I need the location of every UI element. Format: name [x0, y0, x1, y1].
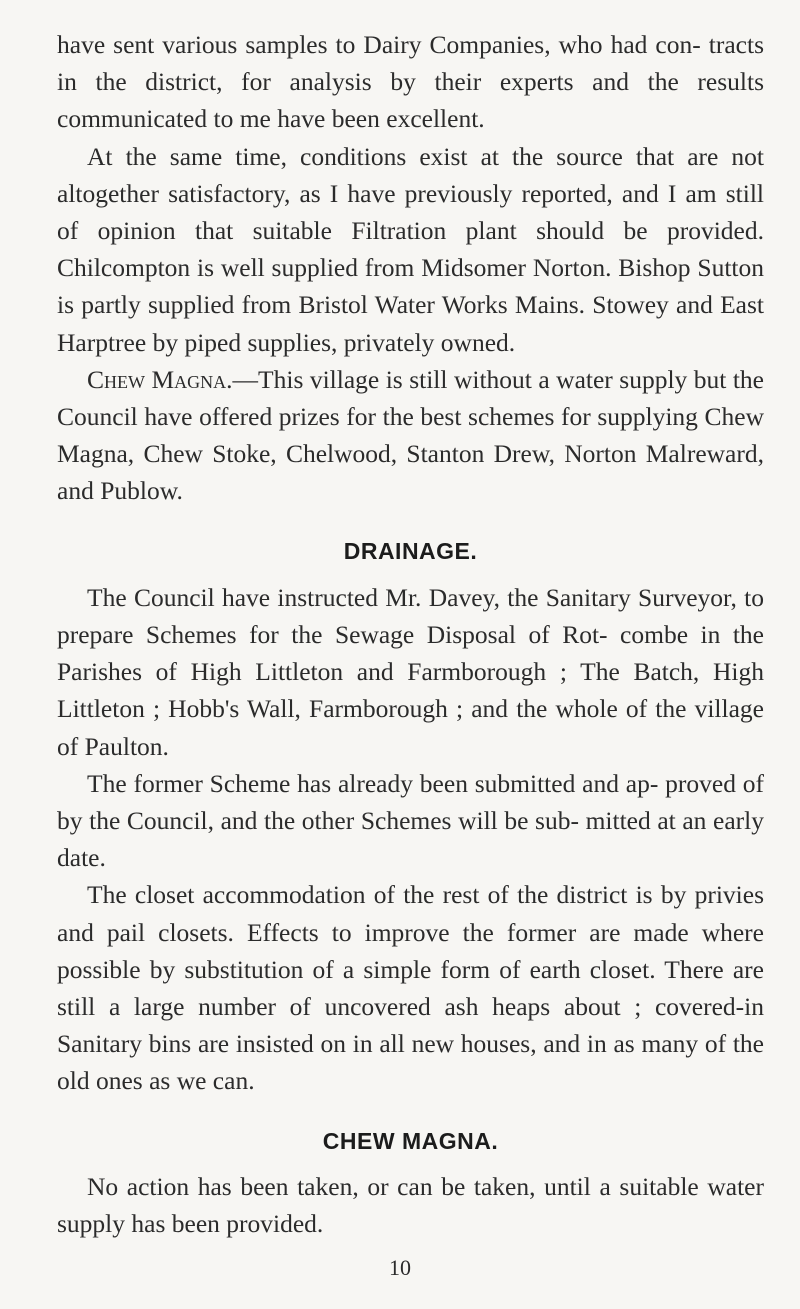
- paragraph-samples: have sent various samples to Dairy Companies, who had con- tracts in the district, for analysis by their experts and the results communicated to me have been excellent.: [57, 30, 764, 134]
- chew-magna-body: —This village is still without a water supply but the Council have offered prizes for the best schemes for supplying Chew Magna, Chew Stoke, Chelwood, Stanton Drew, Norton Malreward, and Publow.: [57, 364, 764, 506]
- paragraph-scheme-approval: The former Scheme has already been submitted and ap- proved of by the Council, and the other Schemes will be sub- mitted at an early date.: [57, 768, 764, 873]
- page-number: 10: [389, 1255, 411, 1280]
- paragraph-sewage-schemes: The Council have instructed Mr. Davey, the Sanitary Surveyor, to prepare Schemes for the Sewage Disposal of Rot- combe in the Parishes of High Littleton and Farmborough ; The Batch, High Littleton ; Hobb's Wall, Farmborough ; and the whole of the village of Paulton.: [57, 582, 764, 761]
- paragraph-filtration: At the same time, conditions exist at the source that are not altogether satisfactory, as I have previously reported, and I am still of opinion that suitable Filtration plant should be provided. Chilcompton is well supplied from Midsomer Norton. Bishop Sutton is partly supplied from Bristol Water Works Mains. Stowey and East Harptree by piped supplies, privately owned.: [57, 141, 764, 357]
- chew-magna-lead: Chew Magna.: [87, 364, 233, 394]
- paragraph-closet-accommodation: The closet accommodation of the rest of the district is by privies and pail closets. Effects to improve the former are made where possible by substitution of a simple form of earth closet. There are still a large number of uncovered ash heaps about ; covered-in Sanitary bins are insisted on in all new houses, and in as many of the old ones as we can.: [57, 880, 764, 1096]
- heading-chew-magna: CHEW MAGNA.: [322, 1127, 499, 1154]
- paragraph-chew-magna-water: [57, 361, 764, 510]
- heading-drainage: DRAINAGE.: [343, 537, 478, 564]
- paragraph-no-action: No action has been taken, or can be taken, until a suitable water supply has been provided.: [57, 1171, 764, 1239]
